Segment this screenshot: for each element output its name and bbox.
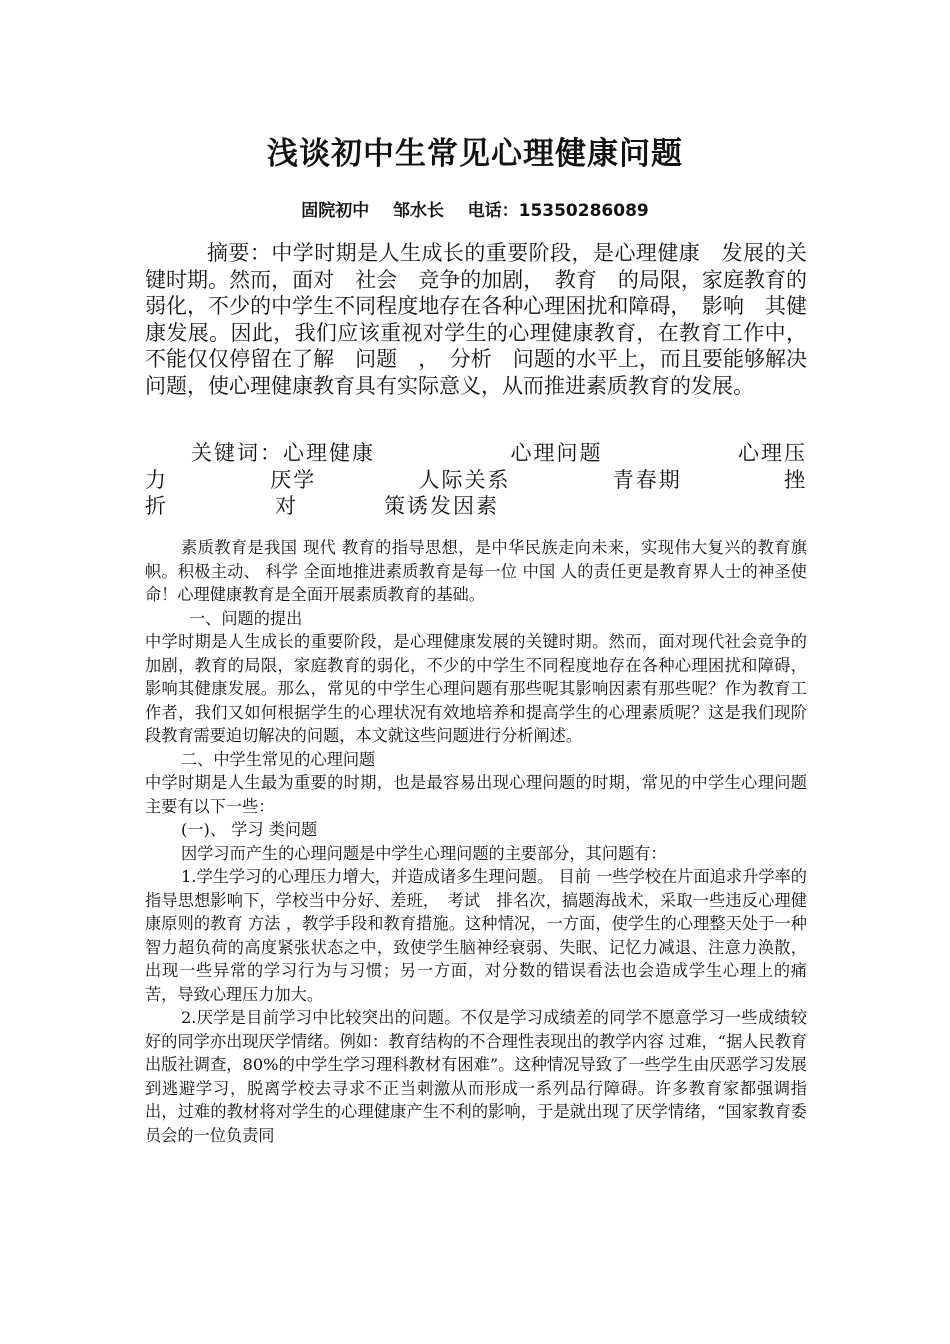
keyword: 人际关系 <box>418 467 511 492</box>
body-text <box>145 536 807 1147</box>
section-heading: 一、问题的提出 <box>189 608 303 628</box>
keyword: 对策 <box>275 494 407 518</box>
keywords-line <box>145 493 807 520</box>
keyword: 关键词：心理健康 <box>191 441 375 465</box>
paragraph: 2.厌学是目前学习中比较突出的问题。不仅是学习成绩差的同学不愿意学习一些成绩较好的同学亦出现厌学情绪。例如：教育结构的不合理性表现出的教学内容 过难，“据人民教育出版社调查，80%的中学生学习理科教材有困难”。这种情况导致了一些学生由厌恶学习发展到逃避学习，脱离学校去寻求不正当刺激从而形成一系列品行障碍。许多教育家都强调指出，过难的教材将对学生的心理健康产生不利的影响，于是就出现了厌学情绪，“国家教育委员会的一位负责同 <box>145 1008 807 1145</box>
keywords-line <box>145 467 807 494</box>
keyword: 挫 <box>784 467 807 492</box>
paragraph: 1.学生学习的心理压力增大，并造成诸多生理问题。 目前 一些学校在片面追求升学率的指导思想影响下，学校当中分好、差班， 考试 排名次，搞题海战术，采取一些违反心理健康原则的教育 方法 ，教学手段和教育措施。这种情况，一方面，使学生的心理整天处于一种智力超负荷的高度紧张状态之中，致使学生脑神经衰弱、失眠、记忆力减退、注意力涣散，出现一些异常的学习行为与习惯；另一方面，对分数的错误看法也会造成学生心理上的痛苦，导致心理压力加大。 <box>145 867 807 1004</box>
keywords-line <box>145 440 807 467</box>
paragraph: 中学时期是人生最为重要的时期，也是最容易出现心理问题的时期，常见的中学生心理问题主要有以下一些： <box>145 773 807 816</box>
section-heading: 二、中学生常见的心理问题 <box>181 749 376 769</box>
keyword: 厌学 <box>270 467 317 492</box>
abstract-paragraph: 摘要：中学时期是人生成长的重要阶段，是心理健康 发展的关键时期。然而，面对 社会 竞争的加剧， 教育 的局限，家庭教育的弱化，不少的中学生不同程度地存在各种心理困扰和障碍， 影响 其健康发展。因此，我们应该重视对学生的心理健康教育，在教育工作中，不能仅仅停留在了解 问题 ， 分析 问题的水平上，而且要能够解决问题，使心理健康教育具有实际意义，从而推进素质教育的发展。 <box>145 241 807 398</box>
paragraph: 因学习而产生的心理问题是中学生心理问题的主要部分，其问题有： <box>181 843 667 863</box>
keyword: 青春期 <box>612 467 682 492</box>
subsection-heading: (一)、 学习 类问题 <box>181 820 318 839</box>
keyword: 诱发因素 <box>407 494 499 518</box>
document-title: 浅谈初中生常见心理健康问题 <box>267 136 683 172</box>
author-line: 固院初中 邹水长 电话：15350286089 <box>301 201 649 221</box>
keywords-block <box>145 440 807 520</box>
keyword: 心理问题 <box>510 441 603 465</box>
keyword: 心理压 <box>738 441 807 465</box>
keyword: 折 <box>145 494 168 518</box>
paragraph: 中学时期是人生成长的重要阶段，是心理健康发展的关键时期。然而，面对现代社会竞争的加剧，教育的局限，家庭教育的弱化，不少的中学生不同程度地存在各种心理困扰和障碍，影响其健康发展。那么，常见的中学生心理问题有那些呢其影响因素有那些呢？作为教育工作者，我们又如何根据学生的心理状况有效地培养和提高学生的心理素质呢？这是我们现阶段教育需要迫切解决的问题，本文就这些问题进行分析阐述。 <box>145 632 807 745</box>
paragraph: 素质教育是我国 现代 教育的指导思想，是中华民族走向未来，实现伟大复兴的教育旗帜。积极主动、 科学 全面地推进素质教育是每一位 中国 人的责任更是教育界人士的神圣使命！心理健康教育是全面开展素质教育的基础。 <box>145 538 807 604</box>
keyword: 力 <box>145 467 168 492</box>
